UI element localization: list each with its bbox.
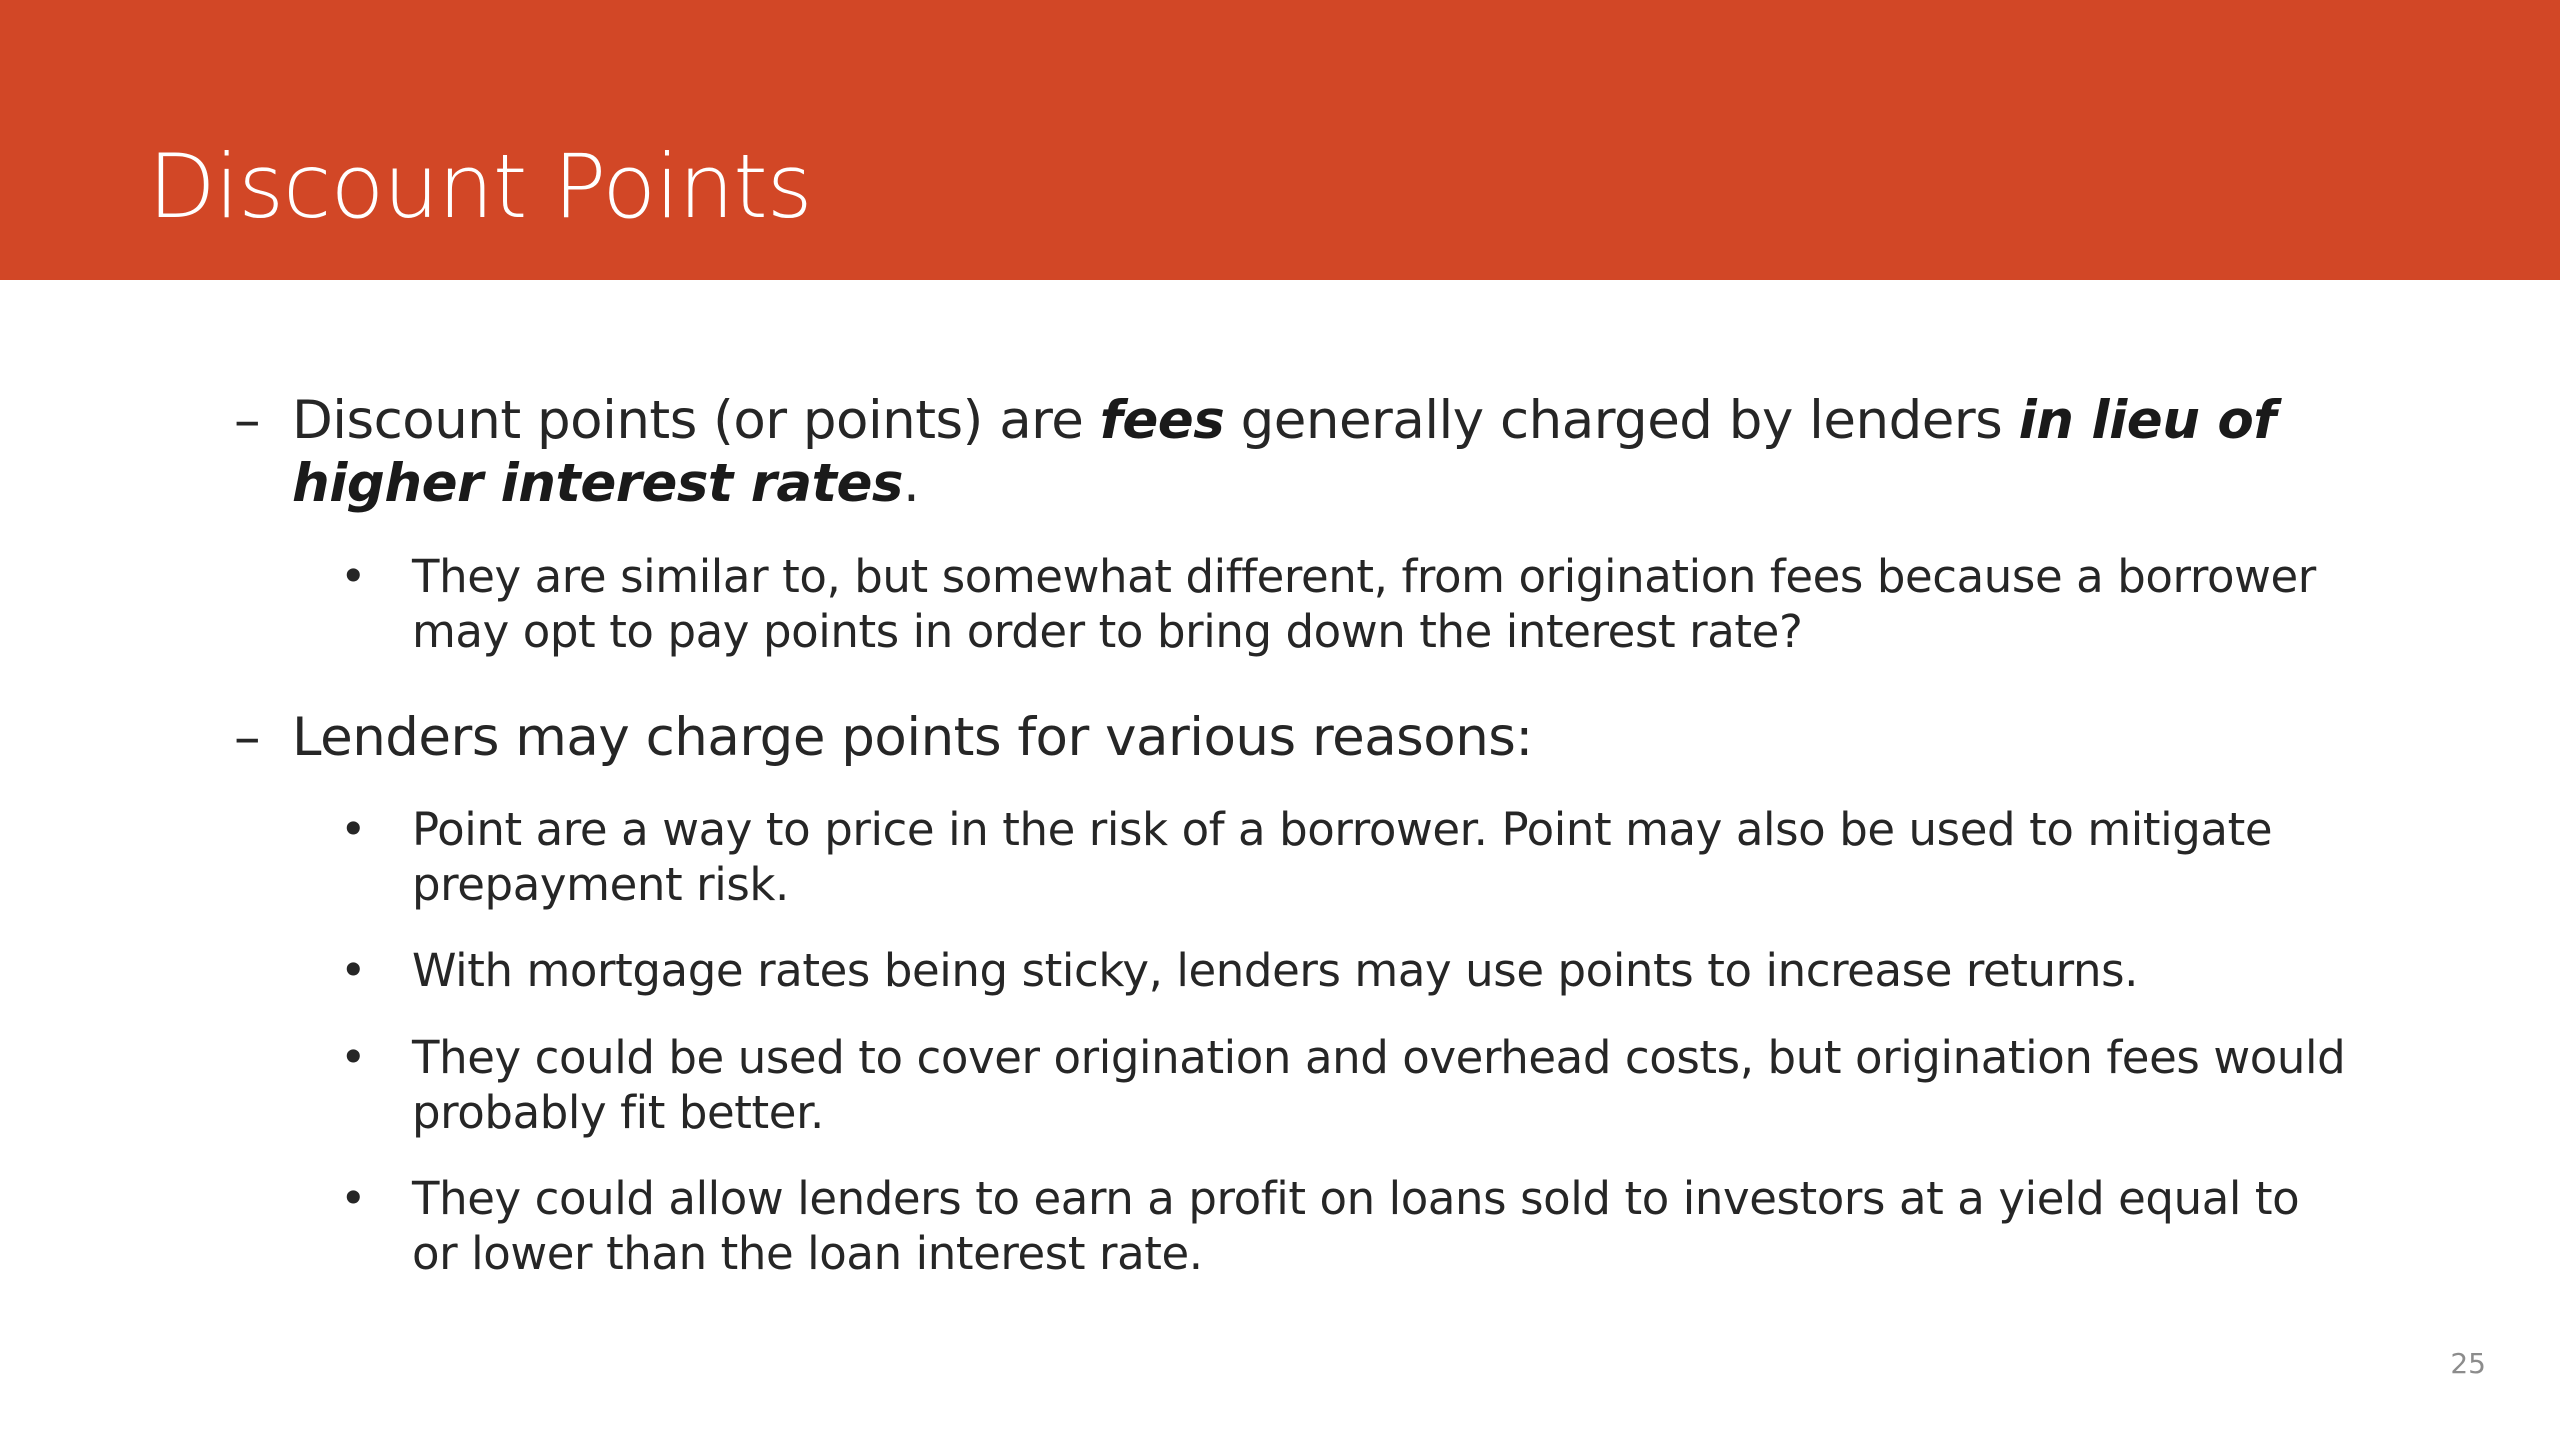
- sub-bullet-similar-to-origination: [340, 549, 2352, 659]
- dot-bullet: •: [340, 550, 367, 603]
- dash-bullet: –: [234, 390, 260, 451]
- bullet-text: Lenders may charge points for various reasons:: [292, 707, 1533, 768]
- emphasis-fees: fees: [1099, 390, 1225, 451]
- dot-bullet: •: [340, 944, 367, 997]
- sub-bullet-price-risk: [340, 802, 2312, 912]
- bullet-text: Discount points (or points) are: [292, 390, 1100, 451]
- sub-bullet-text: Point are a way to price in the risk of a borrower. Point may also be used to mitigate prepayment risk.: [412, 803, 2273, 911]
- sub-bullet-text: They are similar to, but somewhat different, from origination fees because a borrower may opt to pay points in order to bring down the interest rate?: [412, 550, 2316, 658]
- dash-bullet: –: [234, 707, 260, 768]
- bullet-text: .: [902, 453, 920, 514]
- emphasis-higher-interest-rates: higher interest rates: [292, 453, 903, 514]
- emphasis-in-lieu-of: in lieu of: [2018, 390, 2276, 451]
- sub-bullet-profit-on-loans: [340, 1171, 2312, 1281]
- dot-bullet: •: [340, 1031, 367, 1084]
- bullet-discount-points: [234, 389, 2292, 515]
- dot-bullet: •: [340, 803, 367, 856]
- dot-bullet: •: [340, 1172, 367, 1225]
- slide-title: Discount Points: [148, 135, 812, 238]
- sub-bullet-text: They could be used to cover origination and overhead costs, but origination fees would probably fit better.: [412, 1031, 2346, 1139]
- sub-bullet-text: They could allow lenders to earn a profit on loans sold to investors at a yield equal to or lower than the loan interest rate.: [412, 1172, 2300, 1280]
- bullet-lenders-reasons: [234, 706, 2292, 769]
- sub-bullet-text: With mortgage rates being sticky, lenders may use points to increase returns.: [412, 944, 2139, 997]
- sub-bullet-sticky-rates: [340, 943, 2372, 998]
- page-number: 25: [2450, 1347, 2486, 1380]
- sub-bullet-overhead-costs: [340, 1030, 2372, 1140]
- bullet-text: generally charged by lenders: [1224, 390, 2019, 451]
